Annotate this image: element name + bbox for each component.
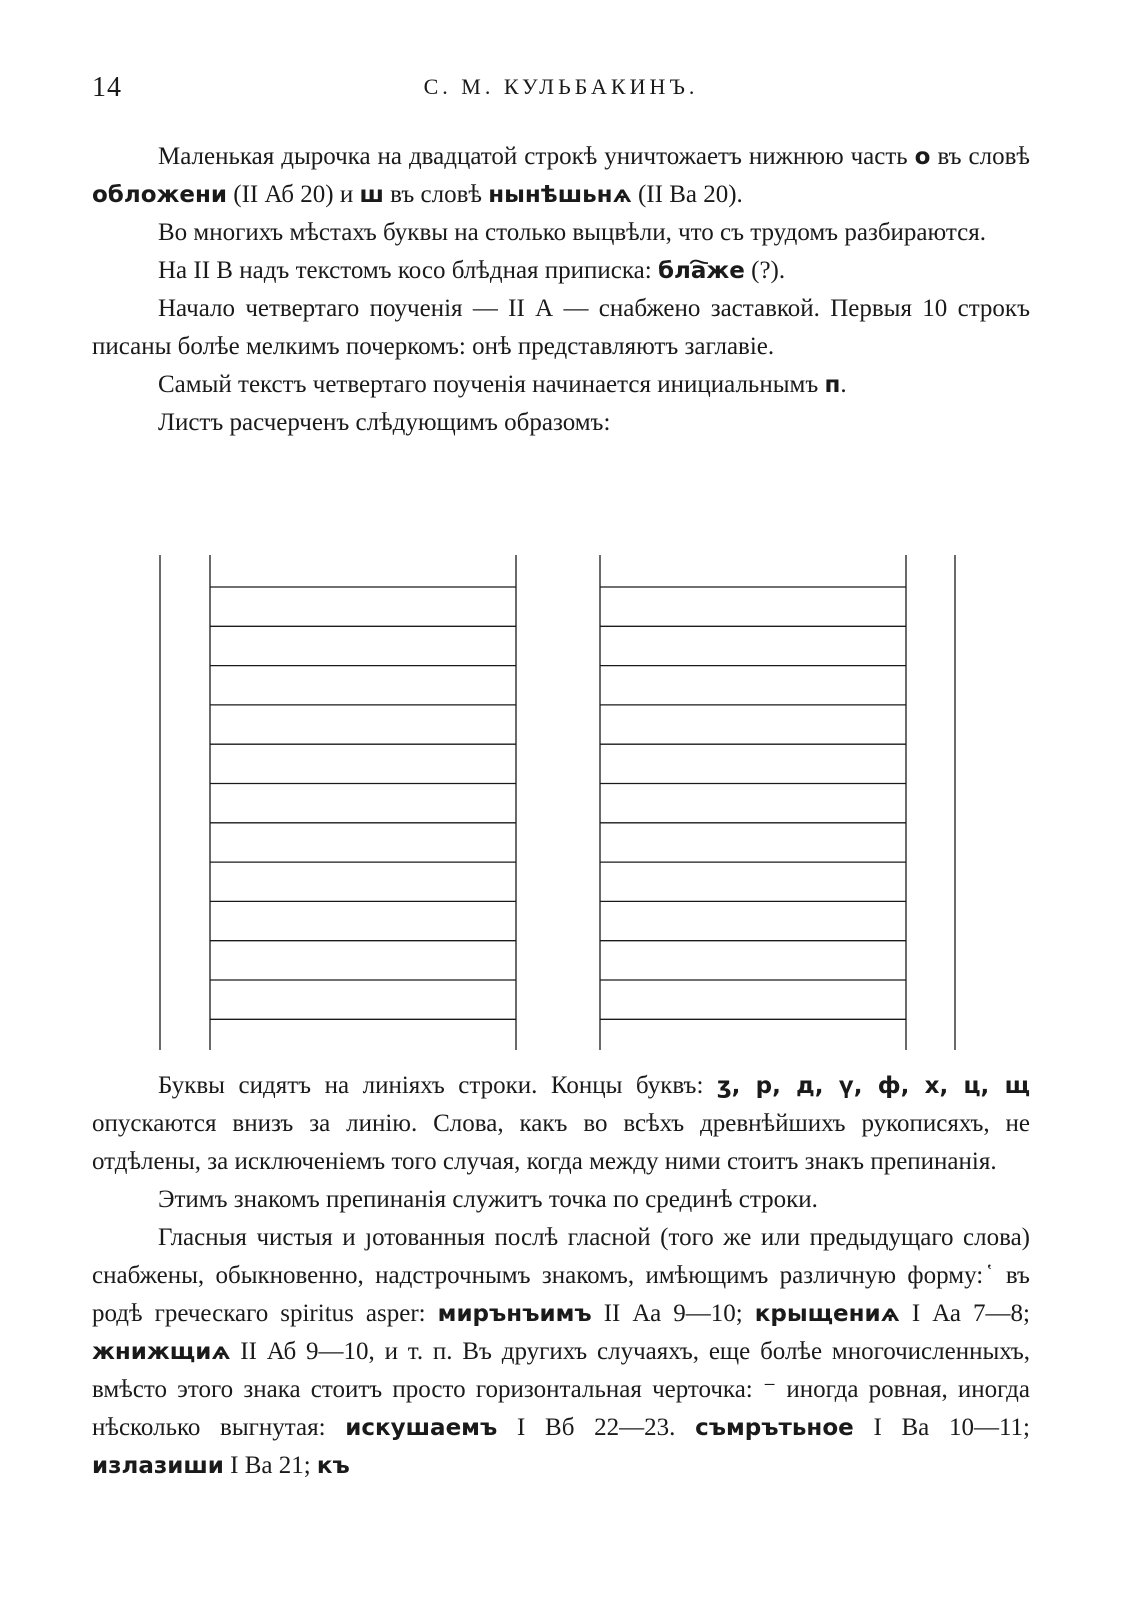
church-slavonic-word: п (824, 372, 841, 398)
text-block-bottom (92, 1067, 1030, 1485)
paragraph (92, 290, 1030, 366)
church-slavonic-word: съмрътьное (695, 1415, 854, 1441)
ruling-diagram (150, 555, 970, 1055)
paragraph (92, 366, 1030, 404)
text-run: II Аб 9—10, и т. п. Въ другихъ случаяхъ, еще болѣе многочисленныхъ, вмѣсто этого знака стоитъ просто горизонтальная черточка: ⁻ иногда ровная, иногда нѣсколько выгнутая: (92, 1338, 1030, 1441)
text-run: На II В надъ текстомъ косо блѣдная приписка: (158, 257, 658, 284)
text-run: Гласныя чистыя и ȷотованныя послѣ гласной (того же или предыдущаго слова) снабжены, обыкновенно, надстрочнымъ знакомъ, имѣющимъ различную форму: ҅ въ родѣ греческаго spiritus asper: (92, 1224, 1030, 1327)
text-run: въ словѣ (383, 181, 489, 208)
text-run: опускаются внизъ за линію. Слова, какъ во всѣхъ древнѣйшихъ рукописяхъ, не отдѣлены, за исключеніемъ того случая, когда между ними стоитъ знакъ препинанія. (92, 1110, 1030, 1175)
paragraph (92, 252, 1030, 290)
text-run: I Ва 21; (223, 1452, 317, 1479)
church-slavonic-word: ш (359, 182, 384, 208)
paragraph (92, 1181, 1030, 1219)
page-header (92, 72, 1030, 112)
paragraph (92, 214, 1030, 252)
paragraph (92, 404, 1030, 442)
paragraph (92, 1219, 1030, 1485)
text-run: Этимъ знакомъ препинанія служитъ точка по срединѣ строки. (158, 1186, 818, 1213)
text-run: II Аа 9—10; (591, 1300, 755, 1327)
paragraph (92, 138, 1030, 214)
text-run: Буквы сидятъ на линіяхъ строки. Концы буквъ: (158, 1072, 717, 1099)
church-slavonic-word: искушаемъ (345, 1415, 498, 1441)
church-slavonic-word: ӡ, р, д, ү, ф, х, ц, щ (716, 1073, 1030, 1099)
text-run: Самый текстъ четвертаго поученія начинается инициальнымъ (158, 371, 825, 398)
church-slavonic-word: излазиши (92, 1453, 224, 1479)
church-slavonic-word: крыщениѧ (754, 1301, 900, 1327)
church-slavonic-word: жнижщиѧ (92, 1339, 231, 1365)
church-slavonic-word: о (914, 144, 931, 170)
text-run: Во многихъ мѣстахъ буквы на столько выцвѣли, что съ трудомъ разбираются. (158, 219, 986, 246)
text-run: I Аа 7—8; (899, 1300, 1030, 1327)
text-run: въ словѣ (930, 143, 1030, 170)
church-slavonic-word: къ (316, 1453, 350, 1479)
church-slavonic-word: нынѣшьнѧ (488, 182, 632, 208)
text-run: I Вб 22—23. (497, 1414, 696, 1441)
text-run: (II Ва 20). (631, 181, 743, 208)
church-slavonic-word: обложени (92, 182, 228, 208)
text-run: Листъ расчерченъ слѣдующимъ образомъ: (158, 409, 611, 436)
text-run: I Ва 10—11; (853, 1414, 1030, 1441)
text-run: (?). (744, 257, 786, 284)
ruling-figure (150, 555, 970, 1055)
church-slavonic-word: бла҇же (657, 258, 745, 284)
paragraph (92, 1067, 1030, 1181)
text-run: . (840, 371, 847, 398)
text-run: Маленькая дырочка на двадцатой строкѣ уничтожаетъ нижнюю часть (158, 143, 915, 170)
text-run: (II Аб 20) и (227, 181, 360, 208)
page-number: 14 (92, 72, 122, 103)
running-title: С. М. КУЛЬБАКИНЪ. (423, 74, 699, 99)
text-block-top (92, 138, 1030, 442)
church-slavonic-word: мирънъимъ (437, 1301, 592, 1327)
text-run: Начало четвертаго поученія — II А — снабжено заставкой. Первыя 10 строкъ писаны болѣе мелкимъ почеркомъ: онѣ представляютъ заглавіе. (92, 295, 1030, 360)
